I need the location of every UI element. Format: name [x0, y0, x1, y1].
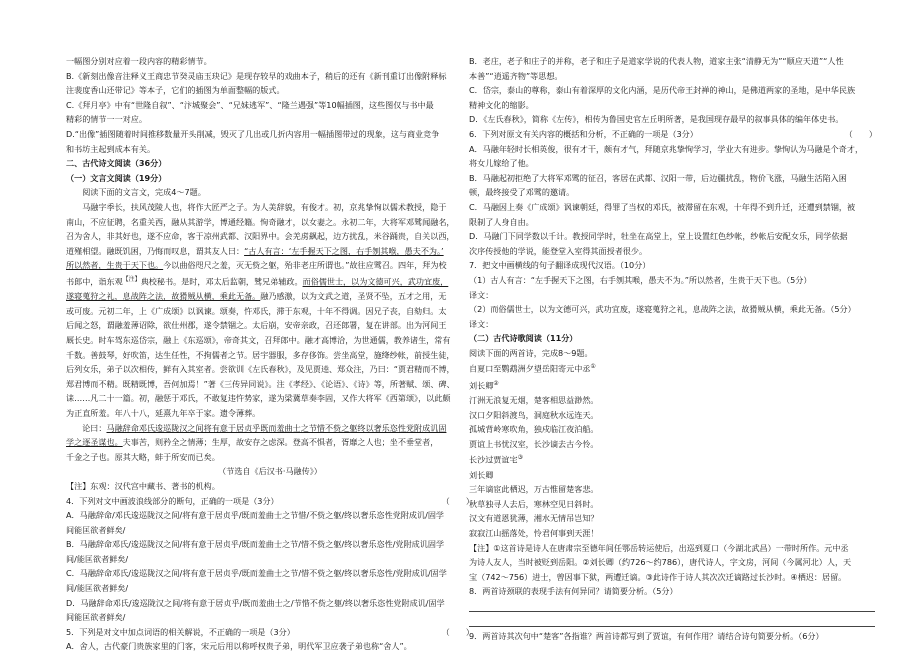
poem2-line: 三年谪宦此栖迟，万古惟留楚客悲。	[469, 484, 599, 495]
passage-line: 或可废。元初二年，上《广成颂》以讽谏。颂奏，忤邓氏，滞于东观，十年不得调。因兄子丧，自劾归。太	[66, 305, 447, 316]
q6-option-a: A．马融年轻时长相英俊，很有才干，颇有才气，拜随京兆挚恂学习，学业大有进步。挚恂认为马融是个奇才，	[469, 143, 864, 154]
passage-note: 【注】东观：汉代宫中藏书、著书的机构。	[66, 480, 220, 491]
q7-answer-label-2: 译文：	[469, 318, 494, 329]
poem1-line: 汀洲无浪复无烟，楚客相思益渺然。	[469, 395, 599, 406]
reading-instruction: 阅读下面的文言文，完成4～7题。	[82, 187, 206, 198]
section-heading: 二、古代诗文阅读（36分）	[66, 158, 167, 169]
option-d-line1: D.“出像”插图随着时间推移数量开头削减，毁灭了几出或几折内容用一幅插图带过的现象，这与商业竞争	[66, 128, 440, 139]
poem2-line: 寂寂江山摇落处，怜君何事到天涯！	[469, 528, 599, 539]
q6-option-b-cont: 顿，最终接受了邓骘的邀请。	[469, 187, 575, 198]
poem2-title: 长沙过贾谊宅③	[469, 454, 523, 466]
question-8: 8．两首诗颈联的表现手法有何异同？请简要分析。（5分）	[469, 586, 678, 597]
q5-option-a: A．舍人，古代豪门贵族家里的门客，宋元后用以称呼权贵子弟，明代军卫应袭子弟也称“舍人”。	[66, 641, 412, 652]
q4-option-b: B．马融辞命邓氏/逡巡陇汉之间/将有意于居贞乎/既而羞曲士之节/惜不赀之躯/终以奢乐恣性/党附成讥固学	[66, 539, 445, 550]
passage-line: 郑君博而不精。既精既博，吾何加焉！”著《三传异同说》。注《孝经》、《论语》、《诗》等，所著赋、颂、碑、	[66, 378, 455, 389]
left-column	[66, 54, 474, 654]
answer-line[interactable]	[469, 614, 875, 627]
q7-part-1: （1）古人有言：“左手握天下之图，右手刎其喉，愚夫不为。”所以然者，生贵于天下也。（5分）	[469, 274, 812, 285]
question-7: 7．把文中画横线的句子翻译成现代汉语。（10分）	[469, 260, 651, 271]
passage-line: 书郎中，诣东观$^{【注】}$典校秘书。是时，邓太后监朝，骘兄弟辅政。而俗儒世士，以为文德可兴，武功宜废，	[66, 275, 449, 287]
passage-line: 诔……凡二十一篇。初，融惩于邓氏，不敢复违忤势家，遂为梁冀草奏李固，又作大将军《西第颂》，以此颇	[66, 393, 451, 404]
q4-option-c-cont: 间/能匡欲者鲜矣/	[66, 583, 129, 594]
q4-option-b-cont: 间/能匡欲者鲜矣/	[66, 553, 129, 564]
option-c-line2: 精彩的情节一一对应。	[66, 114, 147, 125]
poem1-title: 自夏口至鹦鹉洲夕望岳阳寄元中丞①	[469, 363, 596, 375]
passage-line: 后列女乐，弟子以次相传，鲜有入其室者。尝欲训《左氏春秋》，及见贾逵、郑众注，乃曰：“贾君精而不博，	[66, 364, 455, 375]
q5-option-d: D．《左氏春秋》，简称《左传》，相传为鲁国史官左丘明所著，是我国现存最早的叙事具体的编年体史书。	[469, 114, 844, 125]
q5-option-b: B．老庄，老子和庄子的并称，老子和庄子是道家学说的代表人物，道家主张“清静无为”“顺应天道”“人性	[469, 56, 844, 66]
poem1-author: 刘长卿②	[469, 379, 499, 391]
option-b-line1: B.《新刻出像音注释义王商忠节癸灵庙玉玦记》是现存较早的戏曲本子，稍后的还有《新刊重订出像附释标	[66, 70, 447, 81]
q5-option-c: C．岱宗，泰山的尊称，泰山有着深厚的文化内涵，是历代帝王封禅的神山，是佛道两家的圣地，是中华民族	[469, 85, 856, 96]
passage-line: 千金之子也。原其大略，蚌于所安而已矣。	[66, 451, 220, 462]
poem-instruction: 阅读下面的两首诗，完成8～9题。	[469, 347, 593, 358]
passage-line: 召为舍人，非其好也，遂不应命，客于凉州武都、汉阳界中。会羌虏飙起，边方扰乱，米谷踊贵，自关以西，	[66, 231, 455, 242]
q7-answer-label-1: 译文：	[469, 289, 494, 300]
option-b-line2: 注裴度香山还带记》等本子，它们的插图为单面整幅的版式。	[66, 85, 285, 96]
passage-line: 遂寝蒐狩之礼，息战阵之法，故猾贼从横，乘此无备。融乃感激，以为文武之道，圣贤不坠，五才之用，无	[66, 291, 447, 302]
q6-option-a-cont: 将女儿嫁给了他。	[469, 158, 534, 169]
poem-note: 【注】①这首诗是诗人在唐肃宗至德年间任鄂岳转运使后，出巡到夏口（今湖北武昌）一带时所作。元中丞	[469, 542, 849, 553]
q6-option-b: B．马融起初拒绝了大将军邓骘的征召，客居在武都、汉阳一带，后边疆扰乱，物价飞涨，马融生活陷入困	[469, 172, 847, 183]
question-4: 4．下列对文中画波浪线部分的断句，正确的一项是（3分） （ ）	[66, 495, 474, 506]
q6-option-c: C．马融因上奏《广成颂》讽谏朝廷，得罪了当权的邓氏，被滞留在东观，十年得不到升迁，还遭到禁锢，被	[469, 201, 856, 212]
option-c-line1: C.《拜月亭》中有“世隆自叙”、“汴城聚会”、“兄妹逃军”、“隆兰遇强”等10幅插图，这些图仅与书中最	[66, 99, 434, 110]
q6-option-d-cont: 次序传授他的学说，能登堂入室得其面授者很少。	[469, 245, 648, 256]
q4-option-d-cont: 间能匡欲者鲜矣/	[66, 612, 126, 623]
question-5: 5．下列是对文中加点词语的相关解说，不正确的一项是（3分） （ ）	[66, 626, 474, 637]
q6-option-c-cont: 限制了人身自由。	[469, 216, 534, 227]
q6-option-d: D．马融门下同学数以千计。教授同学时，牡坐在高堂上，堂上设置红色纱帐，纱帐后安配女乐，同学依据	[469, 231, 848, 242]
poem-note: 宝（742～756）进士，曾因事下狱，两遭迁谪。③此诗作于诗人其次次迁谪路过长沙时。④栖迟：居留。	[469, 571, 847, 582]
poem2-author: 刘长卿	[469, 469, 494, 480]
passage-line: 道殣相望。融既饥困，乃悔而叹息，谓其友人曰：“古人有言：‘左手握天下之图，右手刎其喉，愚夫不为。’	[66, 245, 444, 256]
subsection-heading: （一）文言文阅读（19分）	[66, 172, 167, 183]
passage-line: 千数。善鼓琴，好吹笛，达生任性，不拘儒者之节。居宇器服，多存侈饰。尝坐高堂，施绛纱帐，前授生徒，	[66, 349, 455, 360]
q4-option-d: D．马融辞命邓氏/逡巡陇汉之间/将有意于居贞乎/既而羞曲士之/节惜不赀之躯/终以奢乐恣性党附成讥/固学	[66, 597, 445, 608]
poem2-line: 秋草独寻人去后，寒林空见日斜时。	[469, 498, 599, 509]
q5-option-b-cont: 本善”“逍遥齐物”等思想。	[469, 70, 563, 81]
passage-line: 所以然者，生贵于天下也。今以曲俗咫尺之羞，灭无赀之躯，殆非老庄所谓也。”故往应骘召。四年，拜为校	[66, 260, 447, 271]
poem2-line: 汉文有道恩犹薄，湘水无情吊岂知？	[469, 513, 599, 524]
subsection-heading-poetry: （二）古代诗歌阅读（11分）	[469, 333, 578, 344]
poem1-line: 孤城背岭寒吹角，独戍临江夜泊船。	[469, 424, 599, 435]
option-d-line2: 和书坊主起到成本有关。	[66, 143, 156, 154]
passage-line: 后闻之怒，谓融羞薄诏除，欲仕州郡，遂令禁锢之。太后崩，安帝亲政，召还郎署，复在讲部。出为河间王	[66, 320, 447, 331]
poem-note: 为诗人友人，当时被贬到岳阳。②刘长卿（约726～约786），唐代诗人，字文房，河间（今属河北）人，天	[469, 557, 852, 568]
question-9: 9．两首诗其次句中“楚客”各指谁？两首诗都写到了贾谊，有何作用？请结合诗句简要分析。（6分）	[469, 631, 824, 642]
q7-part-2: （2）而俗儒世士，以为文德可兴，武功宜废，遂寝蒐狩之礼，息战阵之法，故猾贼从横，乘此无备。（5分）	[469, 304, 856, 315]
passage-line: 为正直所羞。年八十八，延熹九年卒于家。遗令薄葬。	[66, 407, 261, 418]
q4-option-a-cont: 间能匡欲者鲜矣/	[66, 524, 126, 535]
passage-line: 学之逐圣谋也。夫事苦，则矜全之情薄；生厚，故安存之虑深。登高不惧者，胥靡之人也；坐不垂堂者，	[66, 437, 439, 448]
intro-line: 一幅图分别对应着一段内容的精彩情节。	[66, 56, 212, 66]
q4-option-c: C．马融辞命邓氏/逡巡陇汉之间/将有意于居贞乎/既而羞曲士之节/惜不赀之躯/终以奢乐恣性/党附成讥/固学	[66, 568, 447, 579]
passage-line: 论曰：马融辞命邓氏逡巡陇汉之间将有意于居贞乎既而羞曲士之节惜不赀之躯终以奢乐恣性党附成讥固	[82, 422, 447, 433]
poem1-line: 贾谊上书忧汉室，长沙谪去古今怜。	[469, 438, 599, 449]
passage-line: 厩长史。时车驾东巡岱宗，融上《东巡颂》，帝奇其文，召拜郎中。融才高博洽，为世通儒，教养诸生，常有	[66, 334, 451, 345]
poem1-line: 汉口夕阳斜渡鸟，洞庭秋水远连天。	[469, 409, 599, 420]
q5-option-c-cont: 精神文化的缩影。	[469, 99, 534, 110]
q4-option-a: A．马融辞命/邓氏逡巡陇汉之间/将有意于居贞乎/既而羞曲士之节惜/不赀之躯/终以奢乐恣性党附成讥/固学	[66, 510, 445, 521]
passage-line: 南山，不应征聘，名重关西，融从其游学，博通经籍。恂奇融才，以女妻之。永初二年，大将军邓骘闻融名，	[66, 216, 455, 227]
passage-source: （节选自《后汉书·马融传》）	[218, 466, 322, 477]
right-column	[469, 54, 877, 644]
answer-line[interactable]	[469, 599, 875, 612]
question-6: 6．下列对原文有关内容的概括和分析，不正确的一项是（3分） （ ）	[469, 128, 877, 139]
passage-line: 马融字季长，扶风茂陵人也，将作大匠严之子。为人美辞貌，有俊才。初，京兆挚恂以儒术教授，隐于	[82, 201, 447, 212]
